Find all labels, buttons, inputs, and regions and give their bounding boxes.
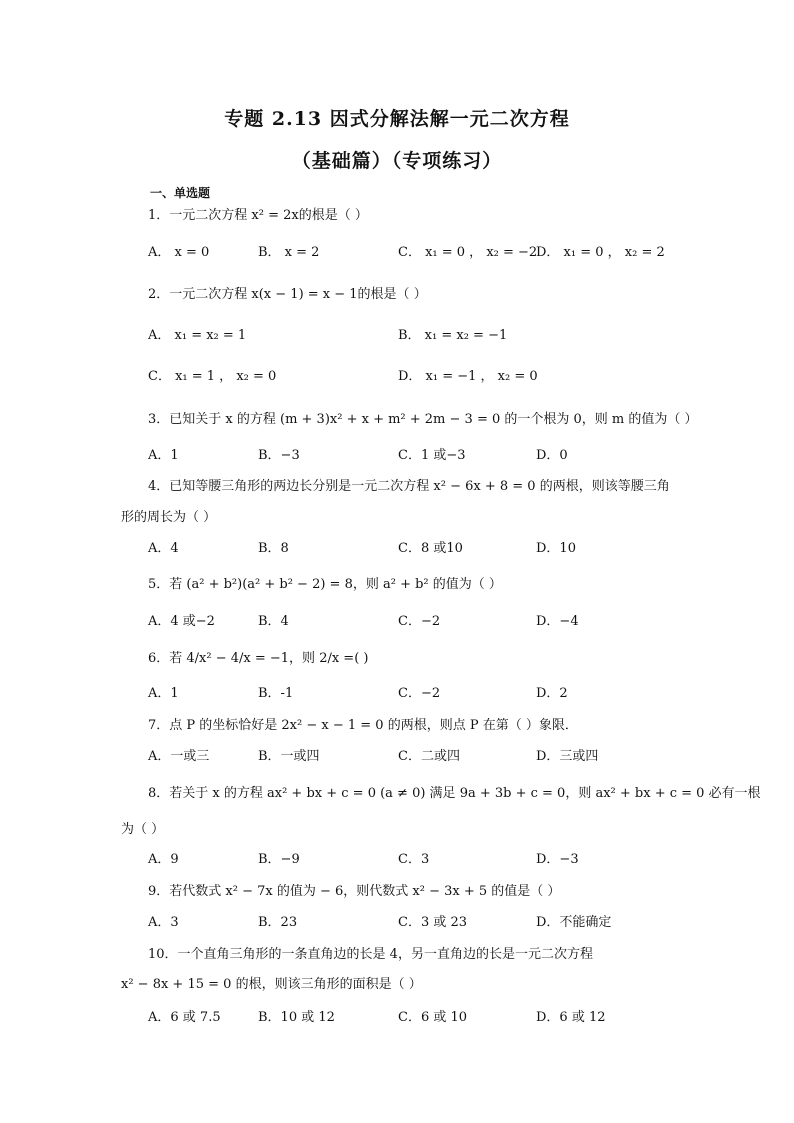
page-title: 专题 2.13 因式分解法解一元二次方程 — [224, 108, 570, 130]
question-10-stem: 10．一个直角三角形的一条直角边的长是 4，另一直角边的长是一元二次方程 — [148, 947, 593, 962]
q3-option-a: A．1 — [148, 448, 179, 463]
q1-option-c: C． x₁ = 0 ， x₂ = −2 — [398, 245, 538, 260]
section-heading: 一、单选题 — [150, 186, 211, 200]
q5-option-d: D．−4 — [536, 614, 579, 629]
q8-option-a: A．9 — [148, 852, 179, 867]
q4-option-b: B．8 — [258, 541, 289, 556]
q6-option-c: C．−2 — [398, 686, 441, 701]
q4-option-a: A．4 — [148, 541, 179, 556]
q10-option-b: B．10 或 12 — [258, 1010, 335, 1025]
q6-option-d: D．2 — [536, 686, 568, 701]
q9-option-c: C．3 或 23 — [398, 915, 468, 930]
q8-option-b: B．−9 — [258, 852, 300, 867]
q2-option-a: A． x₁ = x₂ = 1 — [148, 328, 247, 343]
q5-option-b: B．4 — [258, 614, 289, 629]
q9-option-a: A．3 — [148, 915, 179, 930]
q9-option-b: B．23 — [258, 915, 298, 930]
q7-option-d: D．三或四 — [536, 749, 599, 764]
q3-option-c: C．1 或−3 — [398, 448, 466, 463]
question-3-stem: 3．已知关于 x 的方程 (m + 3)x² + x + m² + 2m − 3 = 0 的一个根为 0，则 m 的值为（ ） — [148, 412, 698, 427]
q7-option-a: A．一或三 — [148, 749, 210, 764]
q10-option-d: D．6 或 12 — [536, 1010, 606, 1025]
q3-option-b: B．−3 — [258, 448, 300, 463]
question-8-stem-cont: 为（ ） — [121, 822, 165, 837]
q8-option-c: C．3 — [398, 852, 430, 867]
q1-option-b: B． x = 2 — [258, 245, 320, 260]
question-2-stem: 2．一元二次方程 x(x − 1) = x − 1的根是（ ） — [148, 287, 427, 302]
q2-option-d: D． x₁ = −1 ， x₂ = 0 — [398, 369, 538, 384]
q3-option-d: D．0 — [536, 448, 568, 463]
q1-option-d: D． x₁ = 0 ， x₂ = 2 — [536, 245, 665, 260]
q2-option-b: B． x₁ = x₂ = −1 — [398, 328, 508, 343]
q9-option-d: D．不能确定 — [536, 915, 612, 930]
q6-option-b: B．-1 — [258, 686, 294, 701]
q8-option-d: D．−3 — [536, 852, 579, 867]
question-4-stem-cont: 形的周长为（ ） — [121, 510, 217, 525]
q7-option-c: C．二或四 — [398, 749, 460, 764]
question-9-stem: 9．若代数式 x² − 7x 的值为 − 6，则代数式 x² − 3x + 5 的值是（ ） — [148, 884, 561, 899]
q4-option-d: D．10 — [536, 541, 576, 556]
q7-option-b: B．一或四 — [258, 749, 320, 764]
question-4-stem: 4．已知等腰三角形的两边长分别是一元二次方程 x² − 6x + 8 = 0 的两根，则该等腰三角 — [148, 479, 670, 494]
q1-option-a: A． x = 0 — [148, 245, 210, 260]
q10-option-c: C．6 或 10 — [398, 1010, 468, 1025]
question-8-stem: 8．若关于 x 的方程 ax² + bx + c = 0 (a ≠ 0) 满足 9a + 3b + c = 0，则 ax² + bx + c = 0 必有一根 — [148, 786, 761, 801]
question-10-stem-cont: x² − 8x + 15 = 0 的根，则该三角形的面积是（ ） — [121, 977, 422, 992]
q2-option-c: C． x₁ = 1 ， x₂ = 0 — [148, 369, 277, 384]
q4-option-c: C．8 或10 — [398, 541, 463, 556]
q5-option-c: C．−2 — [398, 614, 441, 629]
q5-option-a: A．4 或−2 — [148, 614, 215, 629]
question-7-stem: 7．点 P 的坐标恰好是 2x² − x − 1 = 0 的两根，则点 P 在第（ ）象限． — [148, 718, 578, 733]
q6-option-a: A．1 — [148, 686, 179, 701]
page-subtitle: （基础篇）（专项练习） — [291, 150, 503, 172]
question-6-stem: 6．若 4/x² − 4/x = −1，则 2/x =( ) — [148, 651, 369, 666]
q10-option-a: A．6 或 7.5 — [148, 1010, 221, 1025]
question-5-stem: 5．若 (a² + b²)(a² + b² − 2) = 8，则 a² + b² 的值为（ ） — [148, 577, 502, 592]
question-1-stem: 1．一元二次方程 x² = 2x的根是（ ） — [148, 208, 368, 223]
